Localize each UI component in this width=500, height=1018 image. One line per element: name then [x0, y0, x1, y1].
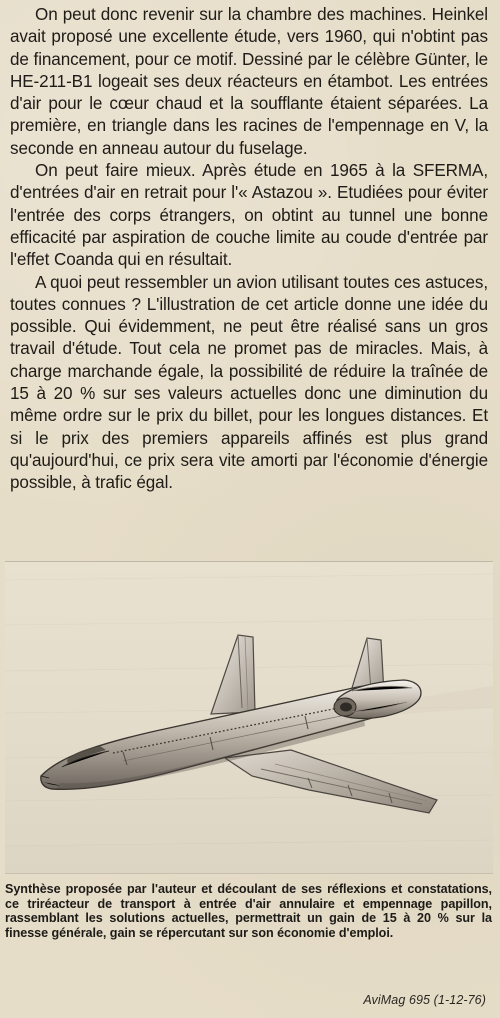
article-text: [10, 4, 488, 495]
aircraft-drawing: [5, 562, 493, 873]
aircraft-illustration: [5, 561, 493, 874]
article-paragraph-1: On peut donc revenir sur la chambre des machines. Heinkel avait proposé une excellente étude, vers 1960, qui n'obtint pas de financement, pour ce motif. Dessiné par le célèbre Günter, le HE-211-B1 logeait ses deux réacteurs en étambot. Les entrées d'air pour le cœur chaud et la soufflante étaient séparées. La première, en triangle dans les racines de l'empennage en V, la seconde en anneau autour du fuselage.: [10, 5, 488, 158]
figure-caption: Synthèse proposée par l'auteur et découlant de ses réflexions et constatations, ce triréacteur de transport à entrée d'air annulaire et empennage papillon, rassemblant les solutions actuelles, permettrait un gain de 15 à 20 % sur la finesse générale, gain se répercutant sur son économie d'emploi.: [5, 882, 492, 941]
article-paragraph-3: A quoi peut ressembler un avion utilisant toutes ces astuces, toutes connues ? L'illustration de cet article donne une idée du possible. Qui évidemment, ne peut être réalisé sans un gros travail d'étude. Tout cela ne promet pas de miracles. Mais, à charge marchande égale, la possibilité de réduire la traînée de 15 à 20 % sur ses valeurs actuelles donc une diminution du même ordre sur le prix du billet, pour les longues distances. Et si le prix des premiers appareils affinés est plus grand qu'aujourd'hui, ce prix sera vite amorti par l'économie d'énergie possible, à trafic égal.: [10, 272, 488, 493]
source-reference: AviMag 695 (1-12-76): [363, 993, 486, 1007]
article-paragraph-2: On peut faire mieux. Après étude en 1965 à la SFERMA, d'entrées d'air en retrait pour l'« Astazou ». Etudiées pour éviter l'entrée des corps étrangers, on obtint au tunnel une bonne efficacité par aspiration de couche limite au coude d'entrée par l'effet Coanda qui en résultait.: [10, 161, 488, 270]
